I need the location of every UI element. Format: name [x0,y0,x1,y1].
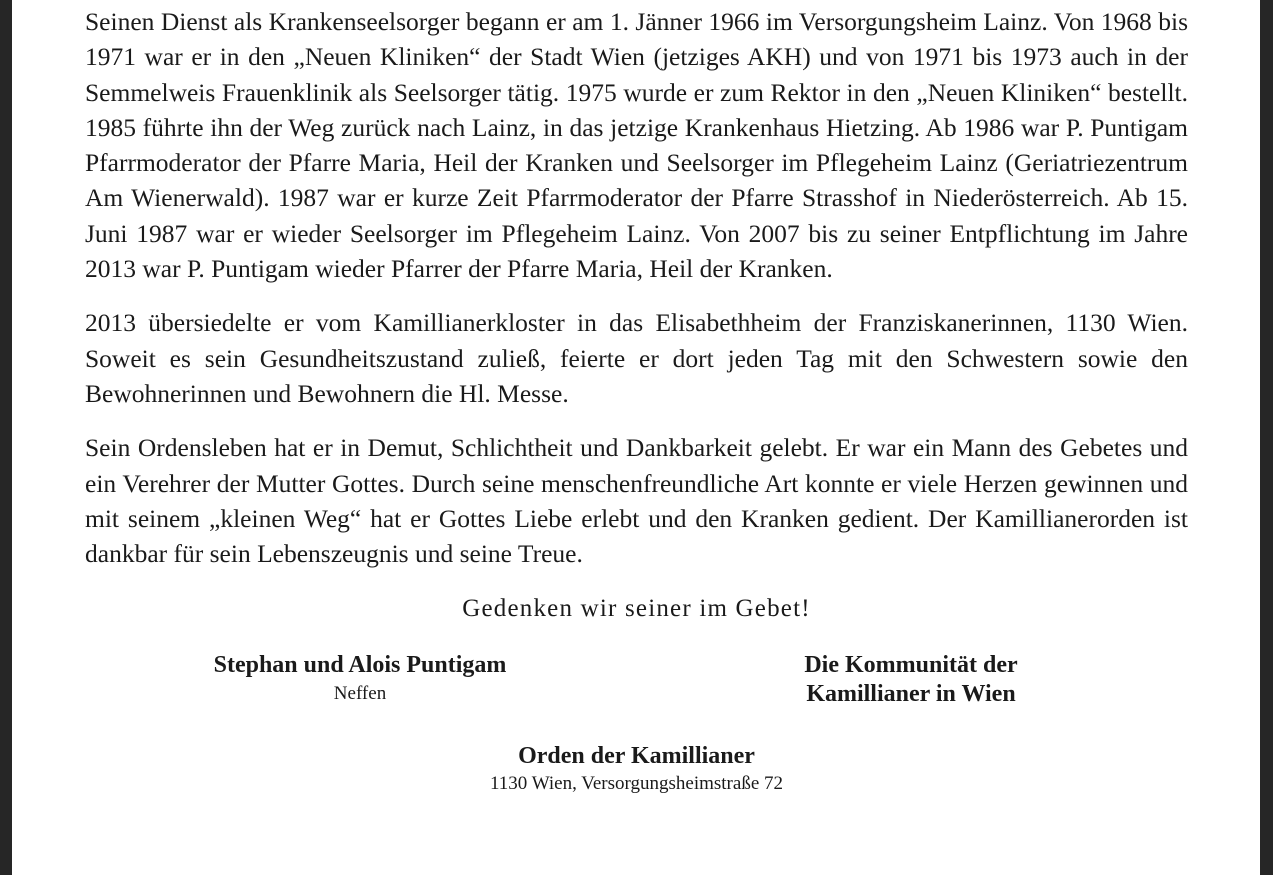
page-content [85,4,1188,797]
signature-family [208,651,512,708]
signature-block [85,651,1188,731]
order-address: 1130 Wien, Versorgungsheimstraße 72 [490,773,783,795]
paragraph-tribute: Sein Ordensleben hat er in Demut, Schlichtheit und Dankbarkeit gelebt. Er war ein Mann des Gebetes und ein Verehrer der Mutter Gottes. Durch seine menschenfreundliche Art konnte er viele Herzen gewinnen und mit seinem „kleinen Weg“ hat er Gottes Liebe erlebt und den Kranken gedient. Der Kamillianerorden ist dankbar für sein Lebenszeugnis und seine Treue. [85,433,1188,569]
signature-family-role: Neffen [333,683,387,705]
signature-community-line1: Die Kommunität der [804,652,1018,679]
signature-community [795,651,1027,709]
paragraph-service-history: Seinen Dienst als Krankenseelsorger begann er am 1. Jänner 1966 im Versorgungsheim Lainz. Von 1968 bis 1971 war er in den „Neuen Kliniken“ der Stadt Wien (jetziges AKH) und von 1971 bis 1973 auch in der Semmelweis Frauenklinik als Seelsorger tätig. 1975 wurde er zum Rektor in den „Neuen Kliniken“ bestellt. 1985 führte ihn der Weg zurück nach Lainz, in das jetzige Krankenhaus Hietzing. Ab 1986 war P. Puntigam Pfarrmoderator der Pfarre Maria, Heil der Kranken und Seelsorger im Pflegeheim Lainz (Geriatriezentrum Am Wienerwald). 1987 war er kurze Zeit Pfarrmoderator der Pfarre Strasshof in Niederösterreich. Ab 15. Juni 1987 war er wieder Seelsorger im Pflegeheim Lainz. Von 2007 bis zu seiner Entpflichtung im Jahre 2013 war P. Puntigam wieder Pfarrer der Pfarre Maria, Heil der Kranken. [85,7,1188,284]
paragraph-relocation: 2013 übersiedelte er vom Kamillianerkloster in das Elisabethheim der Franziskanerinnen, 1130 Wien. Soweit es sein Gesundheitszustand zuließ, feierte er dort jeden Tag mit den Schwestern sowie den Bewohnerinnen und Bewohnern die Hl. Messe. [85,308,1188,408]
signature-family-name: Stephan und Alois Puntigam [213,652,507,679]
order-name: Orden der Kamillianer [518,743,755,770]
document-page [12,0,1260,875]
closing-line: Gedenken wir seiner im Gebet! [462,595,811,623]
order-footer [85,741,1188,797]
signature-community-line2: Kamillianer in Wien [806,681,1016,708]
